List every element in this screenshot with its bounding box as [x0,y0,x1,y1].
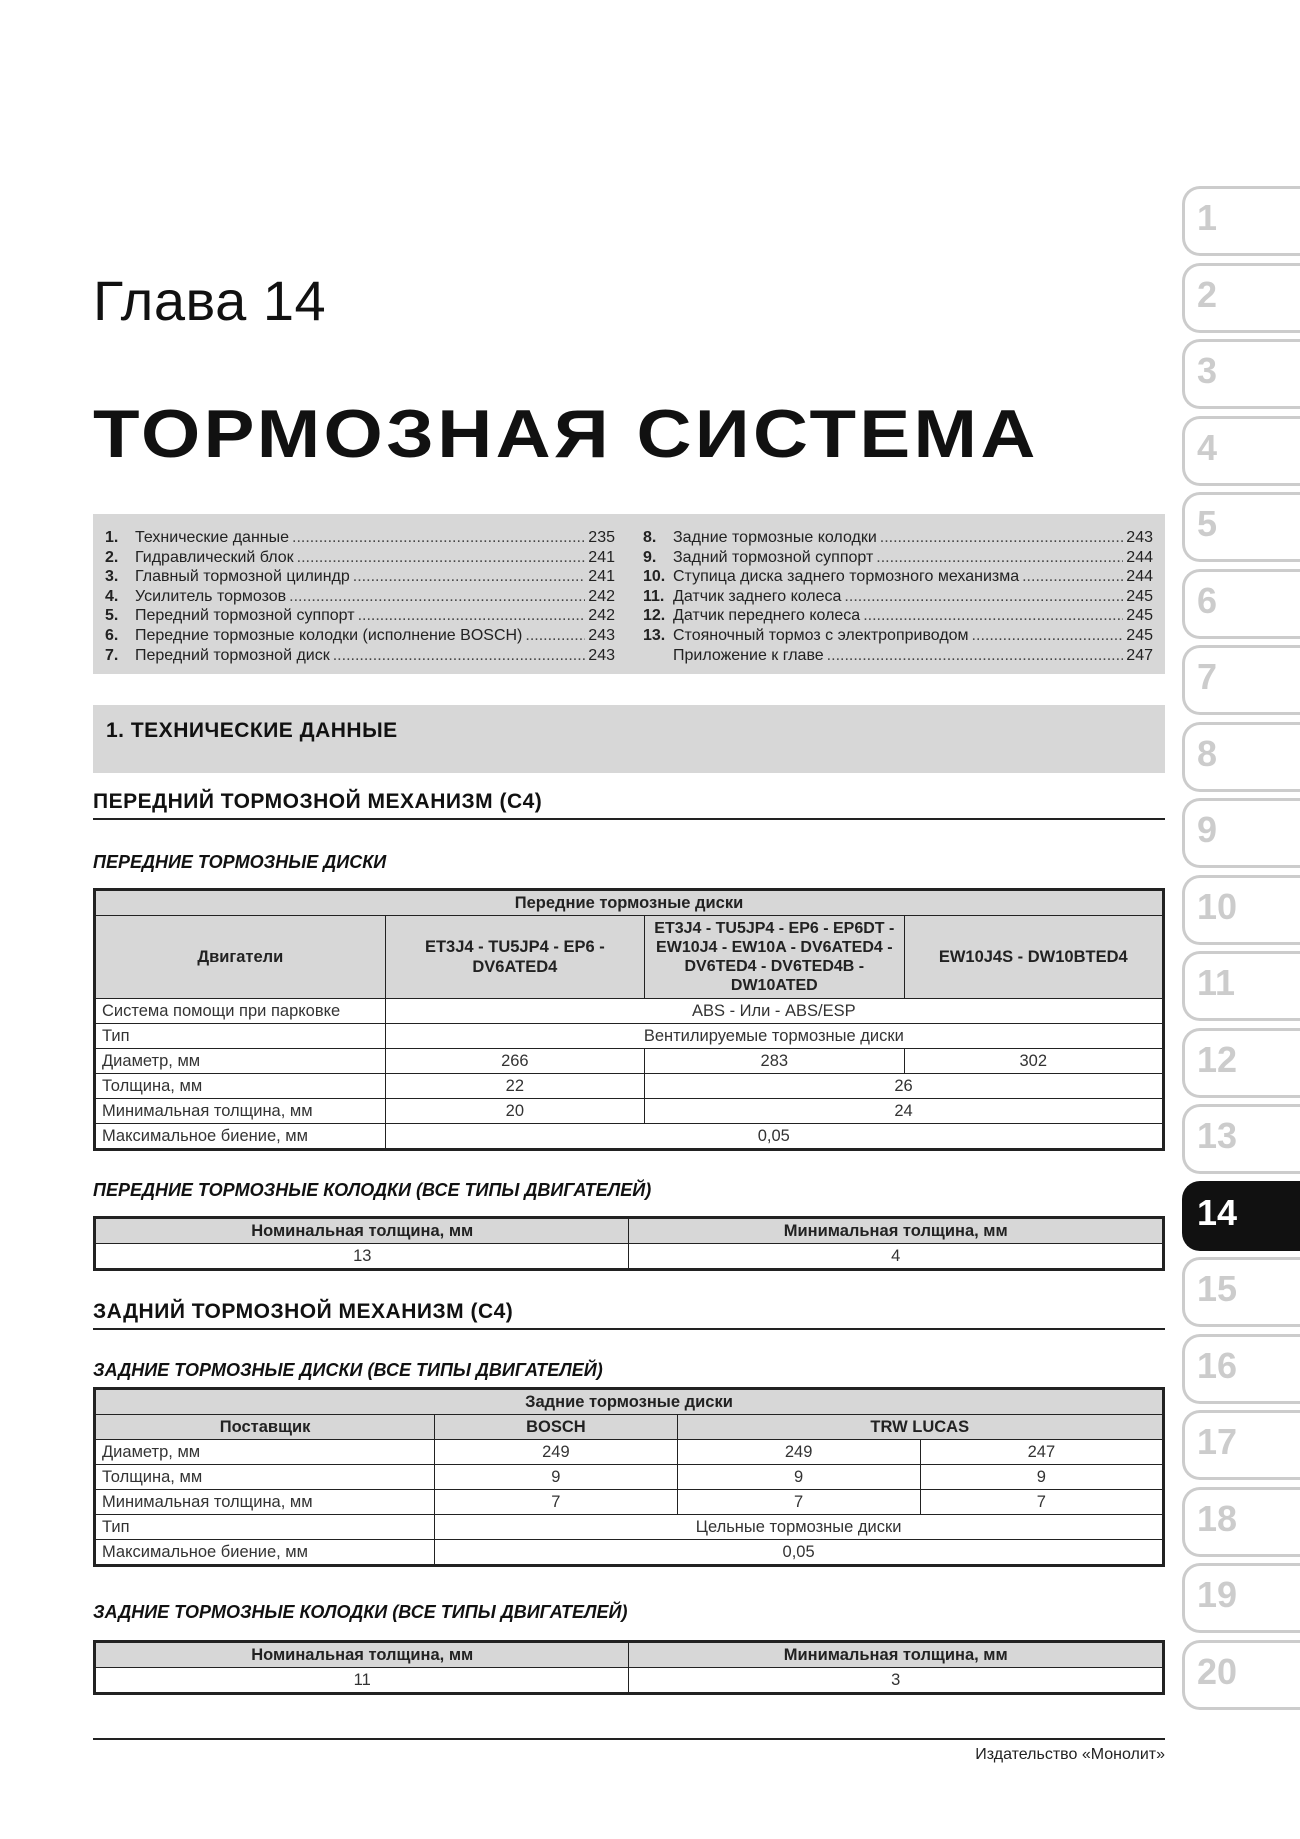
toc-leader [525,627,585,645]
cell: 0,05 [435,1540,1164,1566]
row-label: Тип [95,1515,435,1540]
cell: 249 [677,1440,920,1465]
toc-leader [876,549,1123,567]
row-label: Толщина, мм [95,1074,386,1099]
chapter-tab-2[interactable] [1182,263,1300,333]
table-row [95,1049,1164,1074]
table-row [95,1668,1164,1694]
row-label: Максимальное биение, мм [95,1540,435,1566]
chapter-tab-label: 20 [1197,1650,1238,1692]
toc-number: 6. [105,626,119,644]
toc-title: Передний тормозной суппорт [135,607,355,625]
chapter-tab-13[interactable] [1182,1104,1300,1174]
chapter-tab-label: 13 [1197,1115,1238,1156]
chapter-tab-label: 16 [1197,1344,1238,1386]
chapter-tab-17[interactable] [1182,1410,1300,1480]
toc-number: 7. [105,646,119,664]
toc-entry [643,627,1153,647]
chapter-tab-11[interactable] [1182,951,1300,1021]
cell: 13 [95,1244,629,1270]
chapter-tab-18[interactable] [1182,1487,1300,1557]
toc-title: Приложение к главе [673,646,824,664]
rear-discs-heading: ЗАДНИЕ ТОРМОЗНЫЕ ДИСКИ (ВСЕ ТИПЫ ДВИГАТЕЛЕЙ) [93,1360,603,1380]
table-caption: Передние тормозные диски [95,890,1164,916]
cell: ABS - Или - ABS/ESP [385,999,1163,1024]
toc-leader [827,647,1124,665]
chapter-tab-label: 9 [1197,809,1218,850]
cell: 26 [645,1074,1164,1099]
toc-title: Датчик заднего колеса [673,587,842,605]
chapter-tab-12[interactable] [1182,1028,1300,1098]
column-header: Номинальная толщина, мм [95,1642,629,1668]
row-label: Диаметр, мм [95,1049,386,1074]
front-pads-table [93,1216,1165,1271]
chapter-tab-label: 15 [1197,1268,1238,1309]
front-discs-heading: ПЕРЕДНИЕ ТОРМОЗНЫЕ ДИСКИ [93,852,387,872]
toc-page: 245 [1126,626,1153,644]
chapter-tab-4[interactable] [1182,416,1300,486]
column-header: EW10J4S - DW10BTED4 [904,916,1163,999]
cell: 302 [904,1049,1163,1074]
column-header: BOSCH [435,1415,677,1440]
toc-title: Передний тормозной диск [135,646,330,664]
toc-page: 243 [588,626,615,644]
toc-leader [353,568,586,586]
chapter-tab-label: 3 [1197,350,1218,391]
chapter-tab-label: 6 [1197,579,1218,621]
toc-page: 241 [588,568,615,586]
toc-entry [105,588,615,608]
chapter-tab-label: 1 [1197,197,1218,238]
toc-number: 1. [105,529,119,546]
toc-title: Датчик переднего колеса [673,607,861,625]
column-header: Минимальная толщина, мм [629,1218,1164,1244]
page-title: ТОРМОЗНАЯ СИСТЕМА [93,396,1039,472]
toc-entry [105,627,615,647]
toc-leader [863,607,1123,625]
chapter-tab-10[interactable] [1182,875,1300,945]
cell: 7 [435,1490,677,1515]
toc-number: 8. [643,529,657,546]
toc-entry [105,529,615,549]
table-row [95,1244,1164,1270]
cell: 22 [385,1074,644,1099]
toc-entry [643,529,1153,549]
column-header: Минимальная толщина, мм [629,1642,1164,1668]
row-label: Система помощи при парковке [95,999,386,1024]
cell: 24 [645,1099,1164,1124]
table-row [95,1024,1164,1049]
toc-page: 244 [1126,548,1153,566]
table-row [95,999,1164,1024]
publisher-footer: Издательство «Монолит» [975,1746,1165,1763]
cell: 7 [677,1490,920,1515]
table-row [95,1074,1164,1099]
chapter-tab-1[interactable] [1182,186,1300,256]
chapter-label: Глава 14 [93,269,327,332]
table-row [95,1465,1164,1490]
toc-page: 247 [1126,646,1153,664]
toc-leader [1022,568,1123,586]
front-discs-table [93,888,1165,1151]
chapter-tab-label: 7 [1197,656,1218,697]
toc-title: Технические данные [135,529,290,546]
toc-title: Усилитель тормозов [135,587,287,605]
toc-entry [643,607,1153,627]
section-title: 1. ТЕХНИЧЕСКИЕ ДАННЫЕ [106,719,398,742]
rear-pads-table [93,1640,1165,1695]
cell: 0,05 [385,1124,1163,1150]
toc-title: Задние тормозные колодки [673,529,877,546]
table-row [95,1490,1164,1515]
chapter-tab-6[interactable] [1182,569,1300,639]
cell: 247 [920,1440,1163,1465]
toc-entry [643,647,1153,667]
toc-number: 10. [643,568,666,586]
chapter-tab-19[interactable] [1182,1563,1300,1633]
column-header: Поставщик [95,1415,435,1440]
column-header: Номинальная толщина, мм [95,1218,629,1244]
chapter-tab-label: 19 [1197,1574,1238,1615]
cell: Цельные тормозные диски [435,1515,1164,1540]
toc-entry [105,647,615,667]
cell: 3 [629,1668,1164,1694]
toc-title: Гидравлический блок [135,548,294,566]
row-label: Максимальное биение, мм [95,1124,386,1150]
row-label: Минимальная толщина, мм [95,1490,435,1515]
chapter-tab-15[interactable] [1182,1257,1300,1327]
rear-discs-table [93,1387,1165,1567]
toc-leader [289,588,585,606]
toc-title: Передние тормозные колодки (исполнение BOSCH) [135,626,523,644]
chapter-tab-16[interactable] [1182,1334,1300,1404]
toc-leader [972,627,1124,645]
toc-entry [643,568,1153,588]
section-header [93,705,1165,773]
cell: Вентилируемые тормозные диски [385,1024,1163,1049]
rear-brake-heading: ЗАДНИЙ ТОРМОЗНОЙ МЕХАНИЗМ (С4) [93,1300,1165,1330]
chapter-tab-20[interactable] [1182,1640,1300,1710]
chapter-tab-label: 2 [1197,273,1218,315]
toc-entry [643,588,1153,608]
cell: 9 [677,1465,920,1490]
toc-page: 244 [1126,568,1153,586]
chapter-tab-label: 10 [1197,885,1238,927]
chapter-tab-label: 8 [1197,732,1218,774]
chapter-tab-label: 18 [1197,1497,1238,1539]
toc-page: 243 [588,646,615,664]
toc-leader [333,647,586,665]
cell: 249 [435,1440,677,1465]
front-brake-heading: ПЕРЕДНИЙ ТОРМОЗНОЙ МЕХАНИЗМ (С4) [93,790,1165,820]
cell: 7 [920,1490,1163,1515]
toc-page: 245 [1126,607,1153,625]
toc-title: Главный тормозной цилиндр [135,568,350,586]
table-row [95,1540,1164,1566]
table-of-contents [93,514,1165,674]
toc-number: 3. [105,568,119,586]
cell: 20 [385,1099,644,1124]
chapter-tab-5[interactable] [1182,492,1300,562]
chapter-tab-label: 5 [1197,503,1218,544]
column-header: TRW LUCAS [677,1415,1163,1440]
chapter-tab-8[interactable] [1182,722,1300,792]
cell: 283 [645,1049,904,1074]
column-header: Двигатели [95,916,386,999]
chapter-tab-label: 14 [1197,1191,1238,1233]
chapter-tab-label: 12 [1197,1038,1238,1080]
toc-leader [880,529,1124,547]
chapter-tab-label: 4 [1197,426,1218,468]
toc-entry [643,549,1153,569]
toc-leader [297,549,586,567]
footer-divider [93,1738,1165,1740]
toc-page: 242 [588,607,615,625]
toc-number: 5. [105,607,119,625]
toc-title: Задний тормозной суппорт [673,548,874,566]
cell: 9 [435,1465,677,1490]
toc-entry [105,607,615,627]
toc-leader [358,607,586,625]
cell: 4 [629,1244,1164,1270]
toc-entry [105,568,615,588]
toc-number: 12. [643,607,666,625]
toc-title: Ступица диска заднего тормозного механизма [673,568,1020,586]
toc-leader [292,529,585,547]
toc-page: 235 [588,529,615,546]
toc-title: Стояночный тормоз с электроприводом [673,626,969,644]
table-row [95,1124,1164,1150]
row-label: Толщина, мм [95,1465,435,1490]
chapter-tab-14[interactable] [1182,1181,1300,1251]
toc-entry [105,549,615,569]
row-label: Минимальная толщина, мм [95,1099,386,1124]
column-header: ET3J4 - TU5JP4 - EP6 - DV6ATED4 [385,916,644,999]
toc-right-column [643,529,1153,666]
chapter-tab-label: 11 [1197,962,1236,1003]
toc-page: 245 [1126,587,1153,605]
column-header: ET3J4 - TU5JP4 - EP6 - EP6DT - EW10J4 - EW10A - DV6ATED4 - DV6TED4 - DV6TED4B - DW10ATED [645,916,904,999]
chapter-tab-7[interactable] [1182,645,1300,715]
toc-number: 4. [105,587,119,605]
row-label: Диаметр, мм [95,1440,435,1465]
toc-page: 243 [1126,529,1153,546]
toc-number: 13. [643,626,666,644]
toc-leader [844,588,1123,606]
table-row [95,1099,1164,1124]
toc-page: 242 [588,587,615,605]
toc-number: 2. [105,548,119,566]
cell: 266 [385,1049,644,1074]
chapter-tab-3[interactable] [1182,339,1300,409]
toc-page: 241 [588,548,615,566]
table-row [95,1440,1164,1465]
toc-left-column [105,529,615,666]
chapter-tab-label: 17 [1197,1421,1238,1462]
toc-number: 9. [643,548,657,566]
rear-pads-heading: ЗАДНИЕ ТОРМОЗНЫЕ КОЛОДКИ (ВСЕ ТИПЫ ДВИГАТЕЛЕЙ) [93,1602,628,1622]
table-caption: Задние тормозные диски [95,1389,1164,1415]
table-row [95,1515,1164,1540]
toc-number: 11. [643,587,665,605]
front-pads-heading: ПЕРЕДНИЕ ТОРМОЗНЫЕ КОЛОДКИ (ВСЕ ТИПЫ ДВИГАТЕЛЕЙ) [93,1180,652,1200]
cell: 11 [95,1668,629,1694]
chapter-tab-9[interactable] [1182,798,1300,868]
row-label: Тип [95,1024,386,1049]
cell: 9 [920,1465,1163,1490]
